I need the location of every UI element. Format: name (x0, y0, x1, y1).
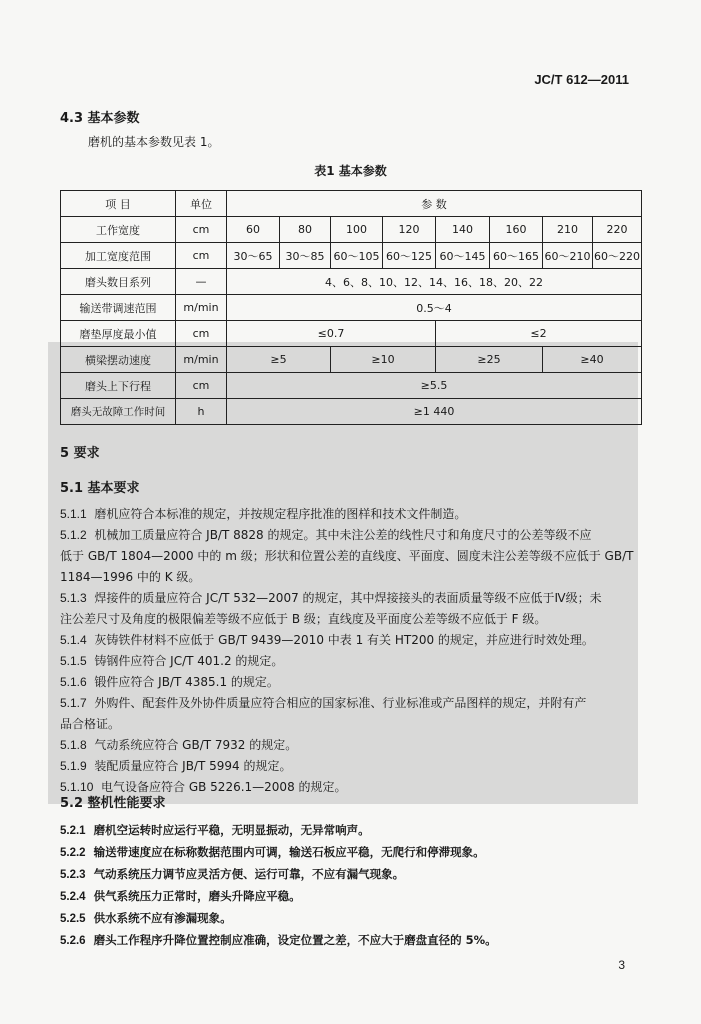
cell: 30～85 (280, 243, 331, 269)
section-4-3-title: 4.3 基本参数 (60, 111, 140, 126)
cell: 60～145 (436, 243, 490, 269)
table-row (61, 269, 642, 295)
clause-5-1-2-cont: 低于 GB/T 1804—2000 中的 m 级；形状和位置公差的直线度、平面度、圆度未注公差等级不应低于 GB/T (60, 549, 634, 563)
cell: ≥40 (543, 347, 642, 373)
cell: ≥5 (227, 347, 331, 373)
row-label: 磨头数目系列 (61, 269, 176, 295)
cell: ≥10 (331, 347, 436, 373)
cell: 4、6、8、10、12、14、16、18、20、22 (227, 269, 642, 295)
row-label: 横梁摆动速度 (61, 347, 176, 373)
table-row (61, 399, 642, 425)
row-label: 加工宽度范围 (61, 243, 176, 269)
header-item: 项 目 (61, 191, 176, 217)
table-row (61, 347, 642, 373)
section-5-2-body (60, 820, 640, 952)
page-number: 3 (618, 958, 625, 972)
row-unit: cm (176, 373, 227, 399)
cell: ≤0.7 (227, 321, 436, 347)
clause-5-1-2: 5.1.2 机械加工质量应符合 JB/T 8828 的规定。其中未注公差的线性尺寸和角度尺寸的公差等级不应 (60, 528, 592, 542)
row-unit: m/min (176, 295, 227, 321)
clause-5-2-5: 5.2.5 供水系统不应有渗漏现象。 (60, 911, 232, 925)
header-params: 参 数 (227, 191, 642, 217)
cell: 160 (490, 217, 543, 243)
section-5-2-title: 5.2 整机性能要求 (60, 796, 166, 811)
cell: 100 (331, 217, 383, 243)
row-unit: h (176, 399, 227, 425)
cell: ≥5.5 (227, 373, 642, 399)
clause-5-1-7: 5.1.7 外购件、配套件及外协件质量应符合相应的国家标准、行业标准或产品图样的规定，并附有产 (60, 696, 587, 710)
row-unit: cm (176, 321, 227, 347)
cell: 0.5～4 (227, 295, 642, 321)
clause-5-1-4: 5.1.4 灰铸铁件材料不应低于 GB/T 9439—2010 中表 1 有关 HT200 的规定，并应进行时效处理。 (60, 633, 594, 647)
clause-5-1-7-cont: 品合格证。 (60, 717, 121, 731)
row-unit: m/min (176, 347, 227, 373)
cell: 80 (280, 217, 331, 243)
clause-5-2-1: 5.2.1 磨机空运转时应运行平稳，无明显振动，无异常响声。 (60, 823, 370, 837)
table-row (61, 373, 642, 399)
cell: 120 (383, 217, 436, 243)
table-row (61, 321, 642, 347)
table-row (61, 295, 642, 321)
row-label: 磨垫厚度最小值 (61, 321, 176, 347)
cell: ≥1 440 (227, 399, 642, 425)
table-header-row (61, 191, 642, 217)
clause-5-1-9: 5.1.9 装配质量应符合 JB/T 5994 的规定。 (60, 759, 292, 773)
cell: ≤2 (436, 321, 642, 347)
cell: ≥25 (436, 347, 543, 373)
header-unit: 单位 (176, 191, 227, 217)
cell: 60～165 (490, 243, 543, 269)
clause-5-2-3: 5.2.3 气动系统压力调节应灵活方便、运行可靠，不应有漏气现象。 (60, 867, 405, 881)
table-row (61, 217, 642, 243)
clause-5-2-2: 5.2.2 输送带速度应在标称数据范围内可调，输送石板应平稳，无爬行和停滞现象。 (60, 845, 485, 859)
cell: 210 (543, 217, 593, 243)
table-row (61, 243, 642, 269)
cell: 60～125 (383, 243, 436, 269)
document-code: JC/T 612—2011 (534, 72, 629, 87)
parameter-table (60, 190, 642, 425)
clause-5-2-6: 5.2.6 磨头工作程序升降位置控制应准确，设定位置之差，不应大于磨盘直径的 5%。 (60, 933, 497, 947)
cell: 60～105 (331, 243, 383, 269)
section-5-1-title: 5.1 基本要求 (60, 481, 140, 496)
row-label: 磨头无故障工作时间 (61, 399, 176, 425)
cell: 30～65 (227, 243, 280, 269)
cell: 60～220 (593, 243, 642, 269)
cell: 140 (436, 217, 490, 243)
clause-5-1-10: 5.1.10 电气设备应符合 GB 5226.1—2008 的规定。 (60, 780, 347, 794)
clause-5-1-3-cont: 注公差尺寸及角度的极限偏差等级不应低于 B 级；直线度及平面度公差等级不应低于 F 级。 (60, 612, 547, 626)
row-unit: cm (176, 217, 227, 243)
row-label: 工作宽度 (61, 217, 176, 243)
table-caption: 表1 基本参数 (314, 164, 387, 178)
row-label: 磨头上下行程 (61, 373, 176, 399)
section-5-1-body (60, 504, 640, 798)
clause-5-1-5: 5.1.5 铸钢件应符合 JC/T 401.2 的规定。 (60, 654, 284, 668)
row-label: 输送带调速范围 (61, 295, 176, 321)
clause-5-1-8: 5.1.8 气动系统应符合 GB/T 7932 的规定。 (60, 738, 298, 752)
cell: 60 (227, 217, 280, 243)
clause-5-1-3: 5.1.3 焊接件的质量应符合 JC/T 532—2007 的规定，其中焊接接头的表面质量等级不应低于Ⅳ级；未 (60, 591, 602, 605)
section-5-title: 5 要求 (60, 446, 100, 461)
clause-5-1-6: 5.1.6 锻件应符合 JB/T 4385.1 的规定。 (60, 675, 279, 689)
clause-5-2-4: 5.2.4 供气系统压力正常时，磨头升降应平稳。 (60, 889, 301, 903)
cell: 60～210 (543, 243, 593, 269)
cell: 220 (593, 217, 642, 243)
row-unit: cm (176, 243, 227, 269)
section-4-3-text: 磨机的基本参数见表 1。 (88, 135, 220, 149)
clause-5-1-2-cont: 1184—1996 中的 K 级。 (60, 570, 201, 584)
clause-5-1-1: 5.1.1 磨机应符合本标准的规定，并按规定程序批准的图样和技术文件制造。 (60, 507, 467, 521)
row-unit: — (176, 269, 227, 295)
